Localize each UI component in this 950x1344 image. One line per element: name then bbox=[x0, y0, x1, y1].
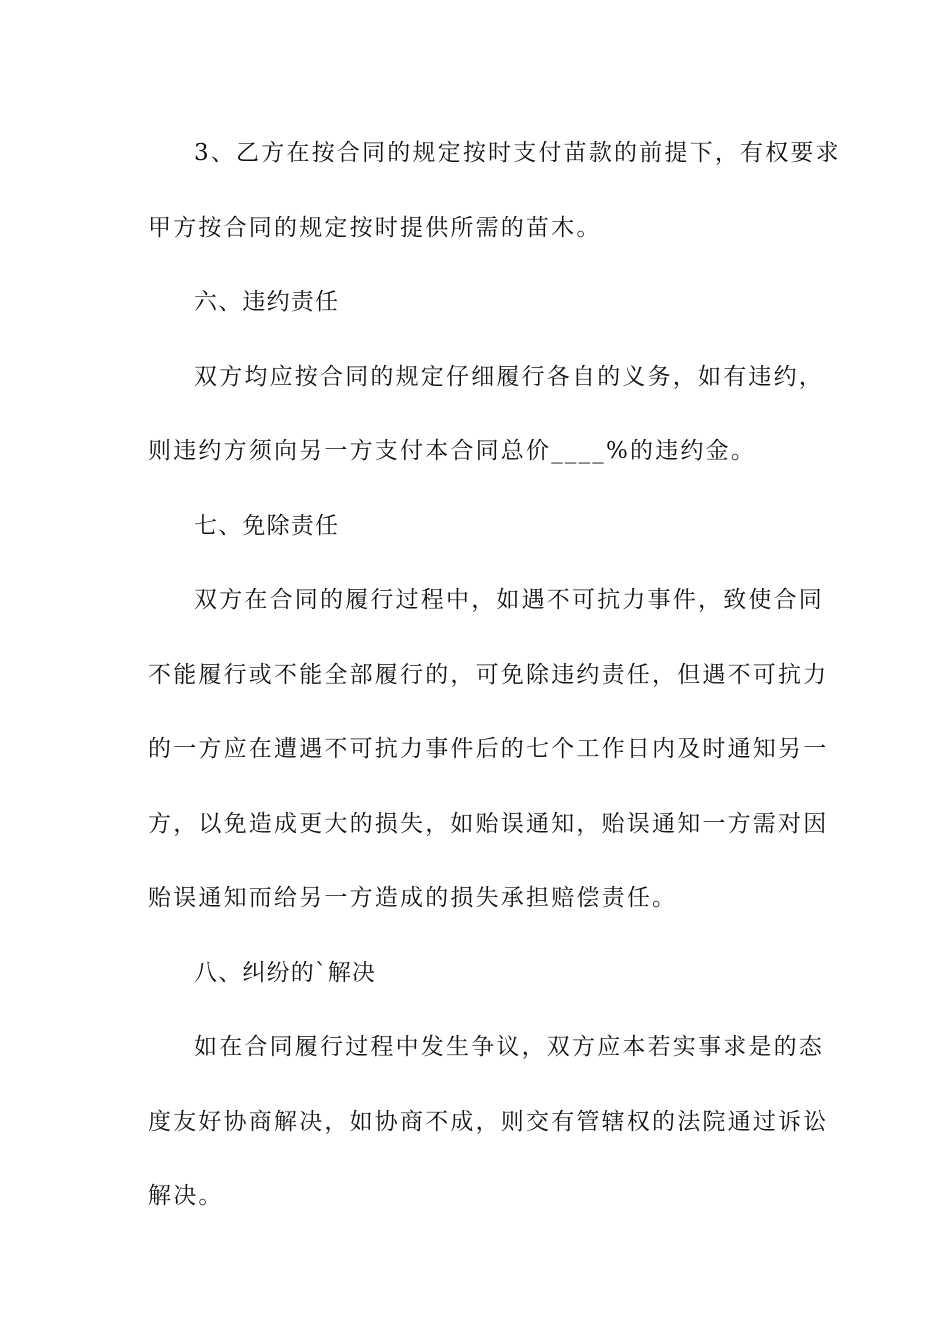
paragraph-line: 3、乙方在按合同的规定按时支付苗款的前提下，有权要求 bbox=[194, 140, 841, 166]
section-heading-6: 六、违约责任 bbox=[194, 289, 340, 315]
paragraph-line: 的一方应在遭遇不可抗力事件后的七个工作日内及时通知另一 bbox=[148, 736, 829, 762]
paragraph-line: 度友好协商解决，如协商不成，则交有管辖权的法院通过诉讼 bbox=[148, 1109, 829, 1135]
section-heading-8: 八、纠纷的`解决 bbox=[194, 960, 377, 986]
section-heading-7: 七、免除责任 bbox=[194, 513, 340, 539]
paragraph-line: 解决。 bbox=[148, 1183, 224, 1209]
paragraph-line: 方，以免造成更大的损失，如贻误通知，贻误通知一方需对因 bbox=[148, 811, 829, 837]
paragraph-line: 双方在合同的履行过程中，如遇不可抗力事件，致使合同 bbox=[194, 587, 824, 613]
paragraph-line: 双方均应按合同的规定仔细履行各自的义务，如有违约， bbox=[194, 364, 824, 390]
paragraph-line: 甲方按合同的规定按时提供所需的苗木。 bbox=[148, 215, 602, 241]
paragraph-line: 贻误通知而给另一方造成的损失承担赔偿责任。 bbox=[148, 885, 678, 911]
paragraph-line: 如在合同履行过程中发生争议，双方应本若实事求是的态 bbox=[194, 1034, 824, 1060]
paragraph-line: 则违约方须向另一方支付本合同总价____%的违约金。 bbox=[148, 438, 757, 464]
paragraph-line: 不能履行或不能全部履行的，可免除违约责任，但遇不可抗力 bbox=[148, 662, 829, 688]
